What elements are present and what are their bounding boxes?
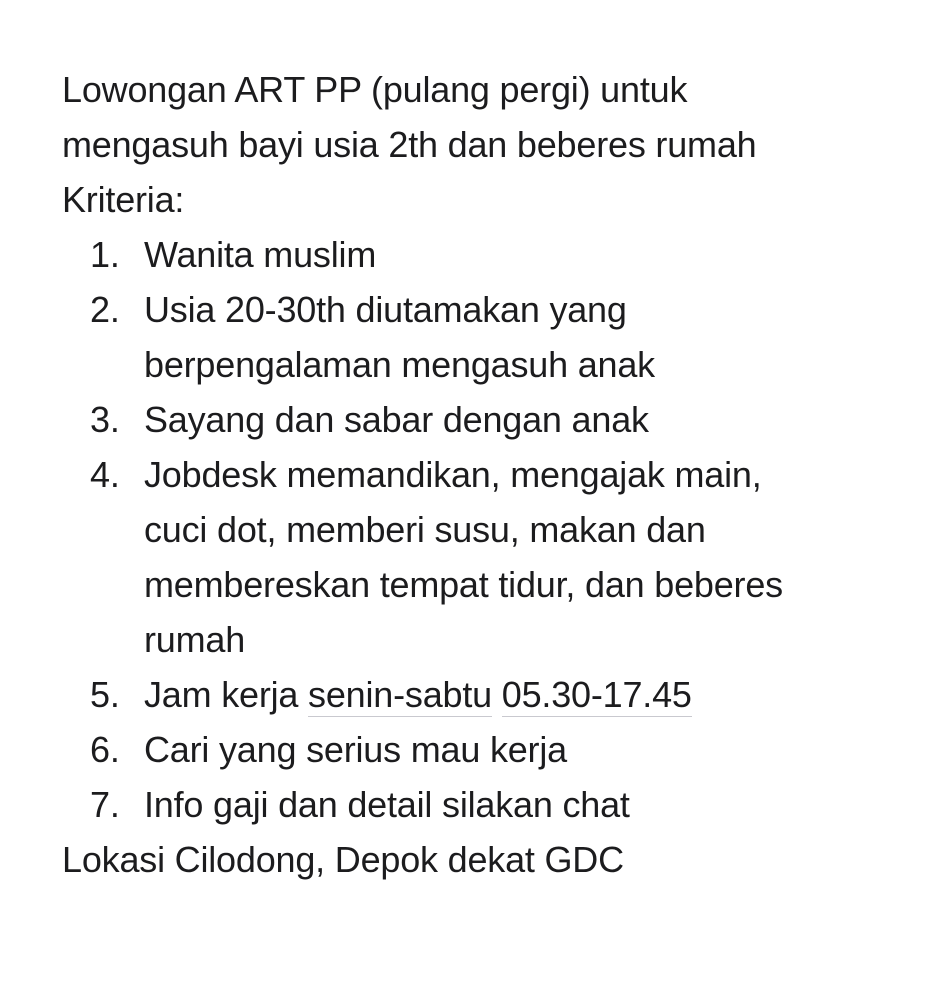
list-number: 2. xyxy=(90,289,120,330)
title-line-2: mengasuh bayi usia 2th dan beberes rumah xyxy=(62,124,757,165)
location-line: Lokasi Cilodong, Depok dekat GDC xyxy=(62,839,624,880)
list-number: 7. xyxy=(90,784,120,825)
list-text: membereskan tempat tidur, dan beberes xyxy=(144,564,783,605)
calendar-day-link[interactable]: senin-sabtu xyxy=(308,674,492,715)
title-line-1: Lowongan ART PP (pulang pergi) untuk xyxy=(62,69,688,110)
list-text xyxy=(144,667,902,722)
list-text: Info gaji dan detail silakan chat xyxy=(144,784,630,825)
list-number: 4. xyxy=(90,454,120,495)
work-hours-prefix: Jam kerja xyxy=(144,674,309,715)
list-item xyxy=(62,227,902,282)
list-text: Usia 20-30th diutamakan yang xyxy=(144,289,627,330)
note-body[interactable] xyxy=(62,62,902,887)
list-item xyxy=(62,722,902,777)
calendar-time-link[interactable]: 05.30-17.45 xyxy=(501,674,692,715)
list-item xyxy=(62,667,902,722)
list-number: 3. xyxy=(90,399,120,440)
list-number: 6. xyxy=(90,729,120,770)
list-item xyxy=(62,282,902,392)
list-text: Jobdesk memandikan, mengajak main, xyxy=(144,454,762,495)
list-number: 5. xyxy=(90,674,120,715)
list-text: rumah xyxy=(144,619,246,660)
list-item xyxy=(62,447,902,667)
criteria-list xyxy=(62,227,902,832)
list-text: berpengalaman mengasuh anak xyxy=(144,344,655,385)
list-item xyxy=(62,392,902,447)
list-text: Sayang dan sabar dengan anak xyxy=(144,399,649,440)
list-number: 1. xyxy=(90,234,120,275)
list-text: Wanita muslim xyxy=(144,234,377,275)
criteria-label: Kriteria: xyxy=(62,179,185,220)
list-text: Cari yang serius mau kerja xyxy=(144,729,567,770)
list-text: cuci dot, memberi susu, makan dan xyxy=(144,509,706,550)
list-item xyxy=(62,777,902,832)
